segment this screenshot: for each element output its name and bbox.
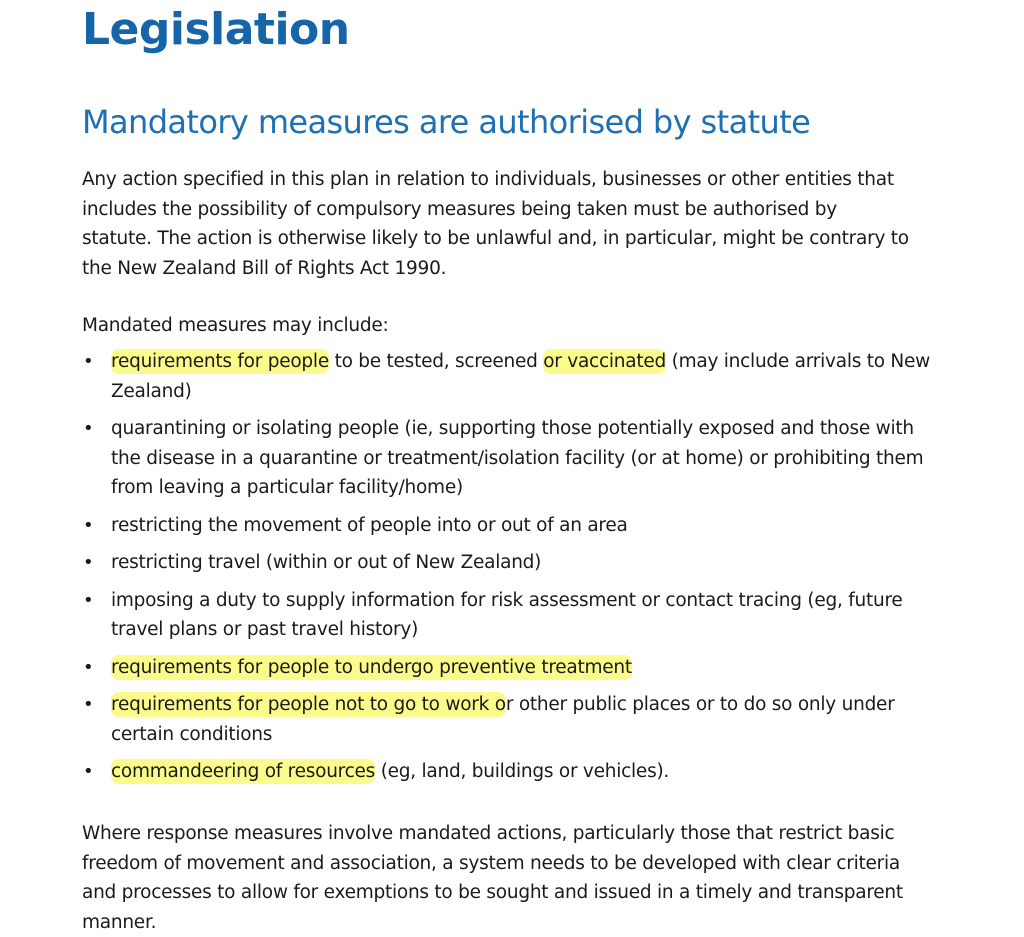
page-title: Legislation xyxy=(82,4,350,55)
list-item-text: restricting the movement of people into or out of an area xyxy=(111,514,628,536)
list-item xyxy=(82,414,942,503)
list-item xyxy=(82,653,942,683)
list-item xyxy=(82,586,942,645)
list-item-text: (may include arrivals to New Zealand) xyxy=(111,351,931,402)
bullet-icon: • xyxy=(83,514,94,536)
list-item xyxy=(82,690,942,749)
list-item-text: to be tested, screened xyxy=(328,351,544,372)
bullet-icon: • xyxy=(83,694,94,715)
highlighted-text: requirements for people to undergo preventive treatment xyxy=(111,656,632,678)
bullet-icon: • xyxy=(83,656,94,678)
list-item-text: r other public places or to do so only under certain conditions xyxy=(111,694,895,745)
highlighted-text: commandeering of resources xyxy=(111,761,376,782)
closing-paragraph: Where response measures involve mandated actions, particularly those that restrict basic freedom of movement and association, a system needs to be developed with clear criteria and processes to allow for exemptions to be sought and issued in a timely and transparent manner. xyxy=(82,823,903,933)
list-lead-in: Mandated measures may include: xyxy=(82,315,389,336)
highlighted-text: requirements for people not to go to work o xyxy=(111,694,506,715)
list-item xyxy=(82,548,942,578)
list-item-text: (eg, land, buildings or vehicles). xyxy=(375,761,670,782)
bullet-icon: • xyxy=(83,761,94,782)
bullet-icon: • xyxy=(83,589,94,611)
intro-paragraph: Any action specified in this plan in relation to individuals, businesses or other entities that includes the possibility of compulsory measures being taken must be authorised by statute. The action is otherwise likely to be unlawful and, in particular, might be contrary to the New Zealand Bill of Rights Act 1990. xyxy=(82,169,909,279)
mandated-measures-list xyxy=(82,347,942,795)
bullet-icon: • xyxy=(83,552,94,573)
bullet-icon: • xyxy=(83,418,94,439)
section-heading: Mandatory measures are authorised by statute xyxy=(82,103,811,141)
highlighted-text: requirements for people xyxy=(111,351,329,372)
list-item xyxy=(82,511,942,541)
highlighted-text: or vaccinated xyxy=(543,351,666,372)
list-item-text: imposing a duty to supply information for risk assessment or contact tracing (eg, future travel plans or past travel history) xyxy=(111,589,903,640)
bullet-icon: • xyxy=(83,351,94,372)
list-item-text: quarantining or isolating people (ie, supporting those potentially exposed and those with the disease in a quarantine or treatment/isolation facility (or at home) or prohibiting them from leaving a particular facility/home) xyxy=(111,418,924,498)
list-item xyxy=(82,347,942,406)
list-item-text: restricting travel (within or out of New Zealand) xyxy=(111,552,542,573)
list-item xyxy=(82,757,942,787)
